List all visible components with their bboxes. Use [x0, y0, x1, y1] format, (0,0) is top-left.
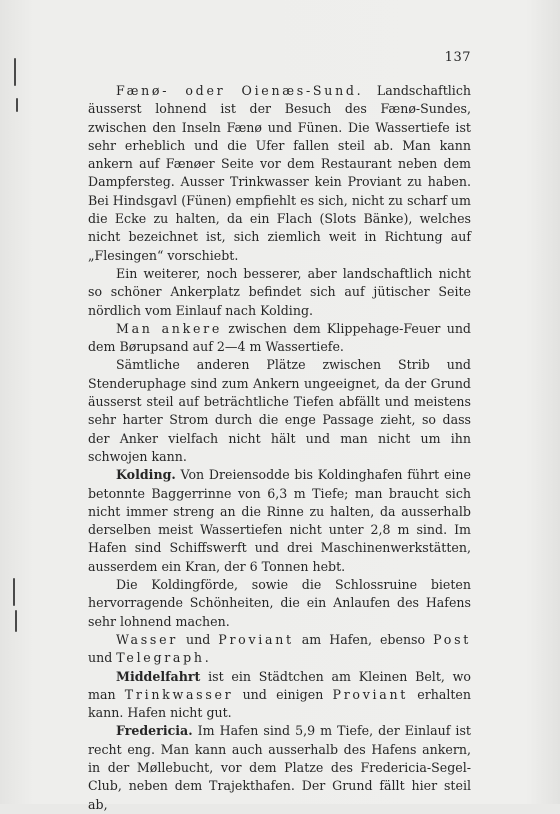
margin-mark: [14, 58, 16, 86]
page-number: 137: [444, 50, 471, 65]
spaced-emphasis: Trinkwasser: [124, 686, 234, 702]
paragraph-p9: [88, 722, 471, 813]
margin-mark: [15, 610, 17, 632]
margin-mark: [13, 578, 15, 606]
spaced-emphasis: Proviant: [218, 631, 294, 647]
bold-heading: Fredericia.: [116, 723, 193, 739]
text-run: Sämtliche anderen Plätze zwischen Strib und Stenderuphage sind zum Ankern ungeeignet, da der Grund äusserst steil auf beträchtliche Tiefen abfällt und meistens sehr harter Strom durch die enge Passage zieht, so dass der Anker vielfach nicht hält und man nicht um ihn schwojen kann.: [88, 357, 471, 464]
text-run: erhalten kann. Hafen nicht gut.: [88, 686, 471, 721]
paragraph-p7: [88, 631, 471, 668]
margin-mark: [16, 98, 18, 112]
body-text: [88, 82, 471, 814]
text-run: Von Dreiensodde bis Koldinghafen führt eine betonnte Baggerrinne von 6,3 m Tiefe; man braucht sich nicht immer streng an die Rinne zu halten, da ausserhalb derselben meist Wassertiefen nicht unter 2,8 m sind. Im Hafen sind Schiffswerft und drei Maschinenwerkstätten, ausserdem ein Kran, der 6 Tonnen hebt.: [88, 467, 471, 574]
text-run: und: [177, 631, 219, 647]
spaced-emphasis: Fænø- oder Oienæs-Sund.: [116, 83, 364, 98]
text-run: am Hafen, ebenso: [293, 631, 434, 647]
paragraph-p4: [88, 356, 471, 466]
spaced-emphasis: Man ankere: [116, 320, 222, 336]
text-run: und: [88, 650, 117, 666]
spaced-emphasis: Telegraph.: [116, 650, 212, 666]
spaced-emphasis: Proviant: [332, 686, 409, 702]
bold-heading: Kolding.: [116, 467, 176, 483]
text-run: Im Hafen sind 5,9 m Tiefe, der Einlauf ist recht eng. Man kann auch ausserhalb des Hafens ankern, in der Møllebucht, vor dem Platze des Fredericia-Segel-Club, neben dem Trajekthafen. Der Grund fällt hier steil ab,: [88, 723, 471, 812]
spaced-emphasis: Wasser: [116, 631, 178, 647]
paragraph-p1: [88, 82, 471, 265]
paragraph-p5: [88, 466, 471, 576]
text-run: Landschaftlich äusserst lohnend ist der Besuch des Fænø-Sundes, zwischen den Inseln Fænø und Fünen. Die Wassertiefe ist sehr erheblich und die Ufer fallen steil ab. Man kann ankern auf Fænøer Seite vor dem Restaurant neben dem Dampfersteg. Ausser Trinkwasser kein Proviant zu haben. Bei Hindsgavl (Fünen) empfiehlt es sich, nicht zu scharf um die Ecke zu halten, da ein Flach (Slots Bänke), welches nicht bezeichnet ist, sich ziemlich weit in Richtung auf „Flesingen“ vorschiebt.: [88, 83, 471, 263]
paragraph-p3: [88, 320, 471, 357]
text-run: Ein weiterer, noch besserer, aber landschaftlich nicht so schöner Ankerplatz befindet sich auf jütischer Seite nördlich vom Einlauf nach Kolding.: [88, 265, 471, 318]
text-run: Die Koldingförde, sowie die Schlossruine bieten hervorragende Schönheiten, die ein Anlaufen des Hafens sehr lohnend machen.: [88, 577, 471, 629]
text-run: ist ein Städtchen am Kleinen Belt, wo man: [88, 668, 471, 702]
bold-heading: Middelfahrt: [116, 668, 201, 684]
text-run: zwischen dem Klippehage-Feuer und dem Børupsand auf 2—4 m Wassertiefe.: [88, 320, 471, 355]
spaced-emphasis: Post: [433, 631, 471, 647]
text-run: und einigen: [233, 686, 333, 702]
paragraph-p8: [88, 668, 471, 723]
paragraph-p6: [88, 576, 471, 631]
paragraph-p2: [88, 265, 471, 320]
